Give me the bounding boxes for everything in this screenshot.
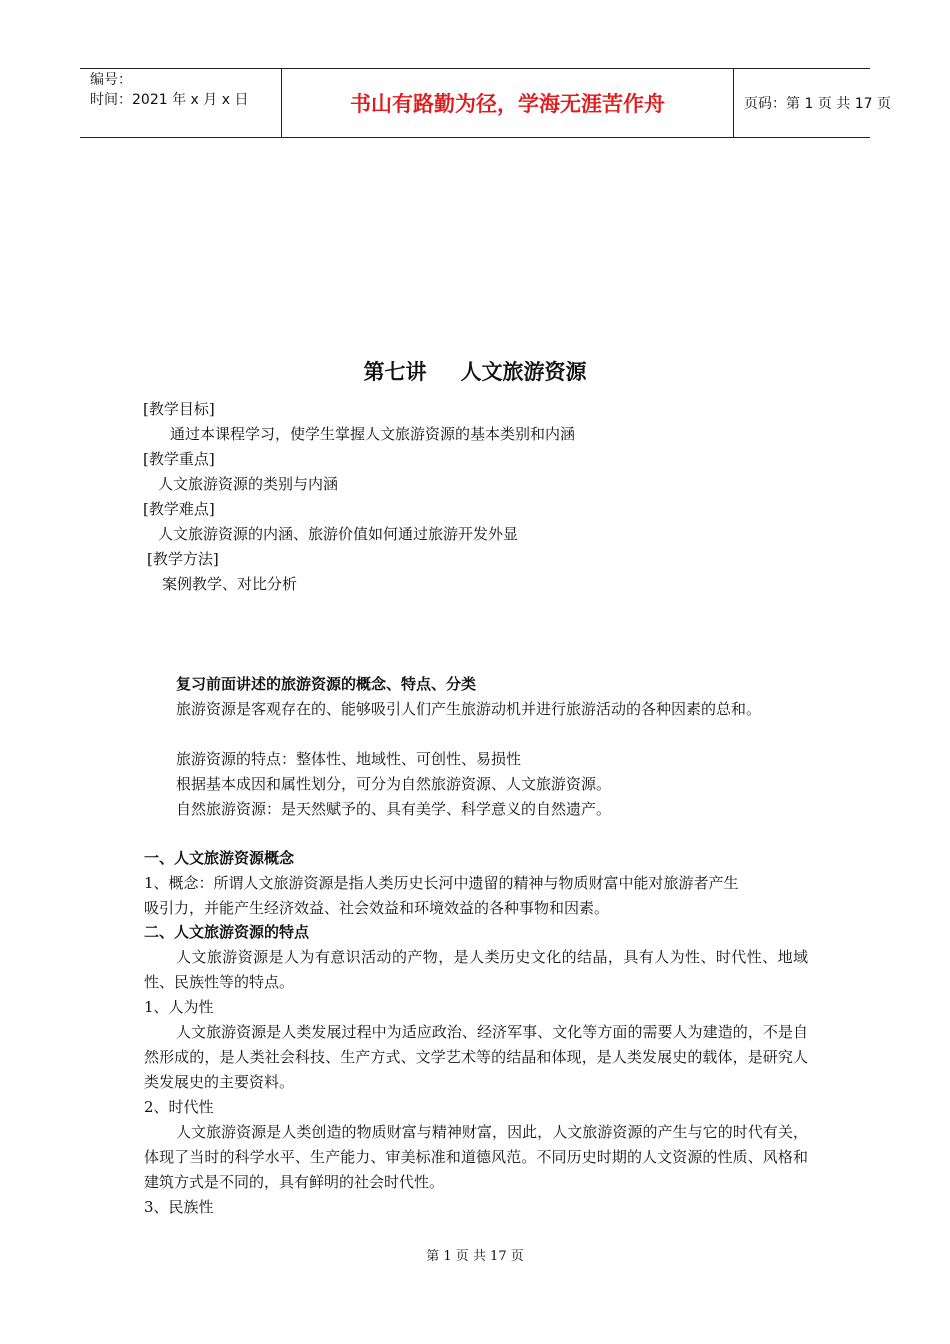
review-paragraph-3: 根据基本成因和属性划分，可分为自然旅游资源、人文旅游资源。: [176, 775, 612, 793]
review-heading: 复习前面讲述的旅游资源的概念、特点、分类: [176, 675, 477, 693]
review-paragraph-1: 旅游资源是客观存在的、能够吸引人们产生旅游动机并进行旅游活动的各种因素的总和。: [176, 700, 762, 718]
review-paragraph-2: 旅游资源的特点：整体性、地域性、可创性、易损性: [176, 750, 522, 768]
lecture-title: [0, 356, 950, 386]
section-1-line-2: 吸引力，并能产生经济效益、社会效益和环境效益的各种事物和因素。: [144, 899, 610, 917]
goal-heading: [教学目标]: [143, 400, 215, 418]
header-motto: 书山有路勤为径，学海无涯苦作舟: [282, 69, 734, 137]
number-label: 编号：: [90, 72, 132, 88]
goal-text: 通过本课程学习，使学生掌握人文旅游资源的基本类别和内涵: [170, 425, 576, 443]
section-1-line-1: 1、概念：所谓人文旅游资源是指人类历史长河中遗留的精神与物质财富中能对旅游者产生: [144, 874, 739, 892]
review-paragraph-4: 自然旅游资源：是天然赋予的、具有美学、科学意义的自然遗产。: [176, 800, 612, 818]
header-info-cell: [80, 69, 282, 137]
section-2-intro: 人文旅游资源是人为有意识活动的产物，是人类历史文化的结晶，具有人为性、时代性、地域性、民族性等的特点。: [144, 948, 808, 991]
lecture-number: 第七讲: [363, 360, 427, 384]
subsection-3-heading: 3、民族性: [144, 1198, 214, 1216]
method-heading: [教学方法]: [147, 550, 219, 568]
subsection-2-heading: 2、时代性: [144, 1098, 214, 1116]
time-label: 时间：2021 年 x 月 x 日: [90, 92, 249, 108]
page-header: [80, 68, 891, 138]
section-1-heading: 一、人文旅游资源概念: [144, 849, 295, 867]
section-2-heading: 二、人文旅游资源的特点: [144, 923, 310, 941]
subsection-1-heading: 1、人为性: [144, 998, 214, 1016]
subsection-1-text: 人文旅游资源是人类发展过程中为适应政治、经济军事、文化等方面的需要人为建造的，不是自然形成的，是人类社会科技、生产方式、文学艺术等的结晶和体现，是人类发展史的载体，是研究人类发展史的主要资料。: [144, 1023, 808, 1091]
difficulty-heading: [教学难点]: [143, 500, 215, 518]
method-text: 案例教学、对比分析: [162, 575, 298, 593]
focus-heading: [教学重点]: [143, 450, 215, 468]
focus-text: 人文旅游资源的类别与内涵: [158, 475, 339, 493]
lecture-topic: 人文旅游资源: [460, 360, 587, 384]
difficulty-text: 人文旅游资源的内涵、旅游价值如何通过旅游开发外显: [158, 525, 519, 543]
subsection-2-text: 人文旅游资源是人类创造的物质财富与精神财富，因此，人文旅游资源的产生与它的时代有关，体现了当时的科学水平、生产能力、审美标准和道德风范。不同历史时期的人文资源的性质、风格和建筑方式是不同的，具有鲜明的社会时代性。: [144, 1123, 808, 1191]
page-footer: 第 1 页 共 17 页: [426, 1249, 524, 1264]
header-page-label: 页码：第 1 页 共 17 页: [744, 96, 891, 112]
